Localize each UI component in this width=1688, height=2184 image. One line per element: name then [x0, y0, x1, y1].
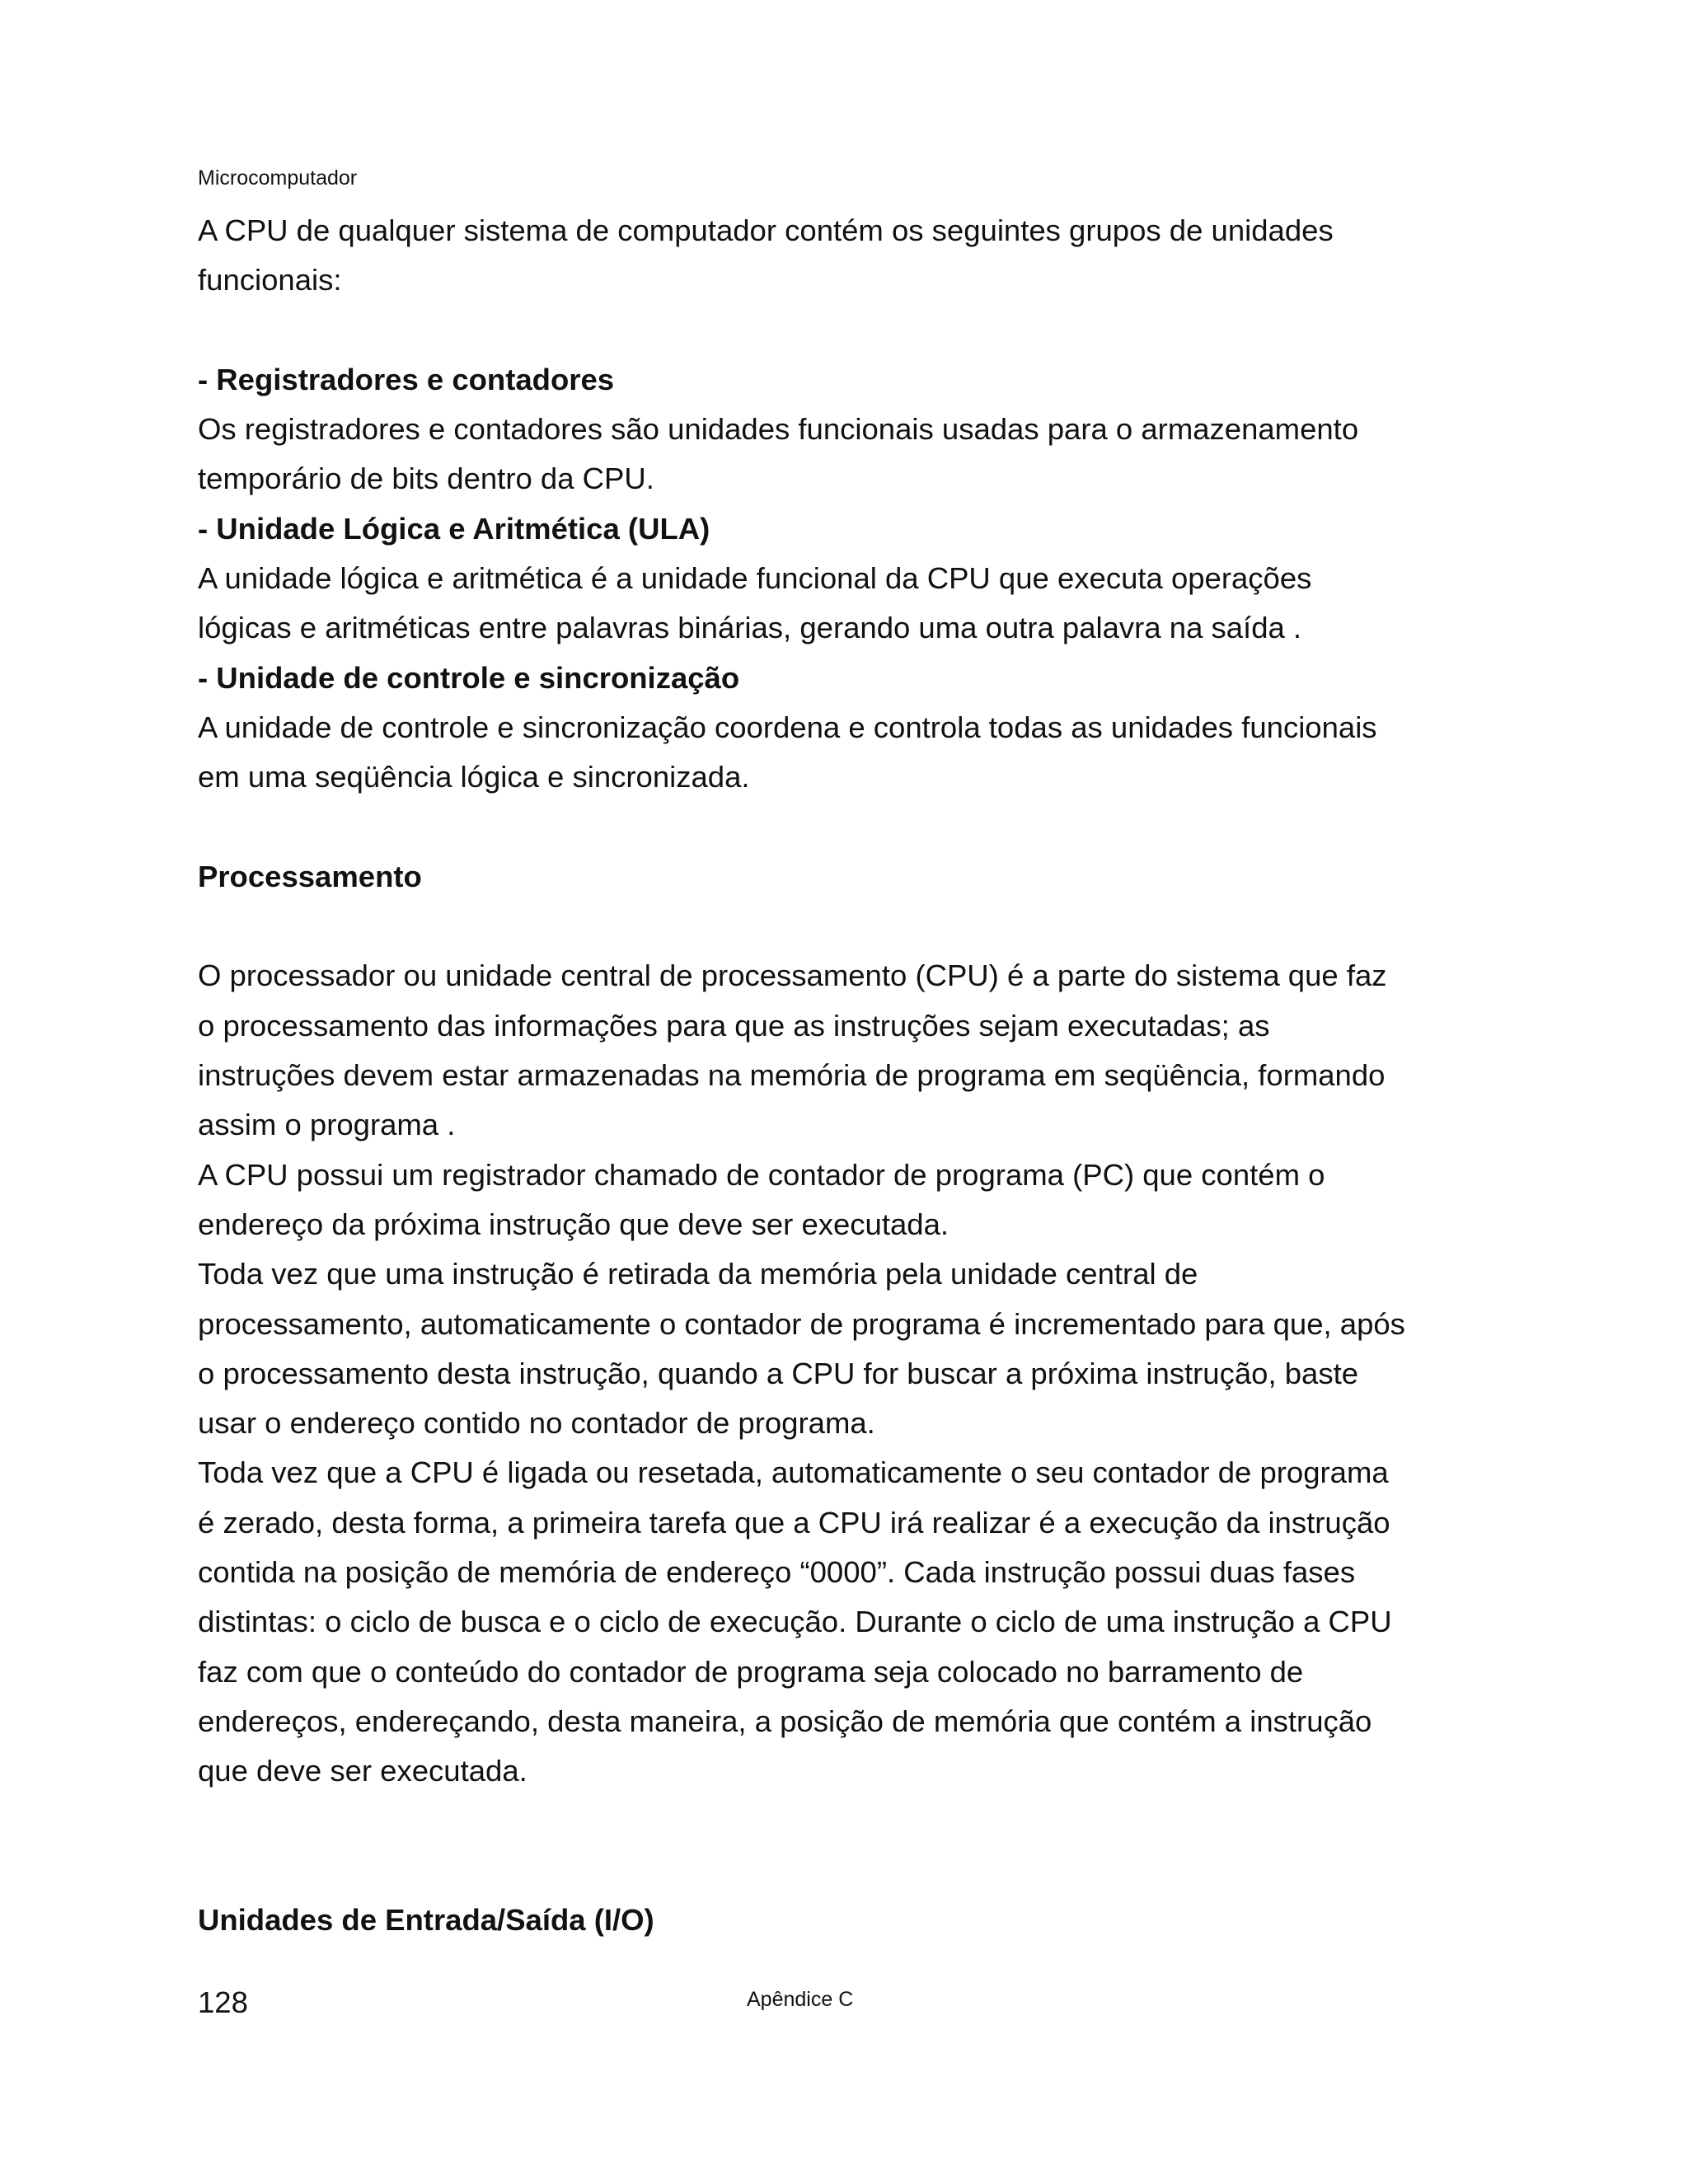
footer-section-label: Apêndice C: [747, 1988, 854, 2011]
processing-text-line: usar o endereço contido no contador de programa.: [198, 1406, 875, 1441]
intro-line: funcionais:: [198, 263, 342, 298]
processing-text-line: endereço da próxima instrução que deve ser executada.: [198, 1207, 950, 1241]
processing-text-line: processamento, automaticamente o contador de programa é incrementado para que, após: [198, 1306, 1405, 1341]
processing-text-line: O processador ou unidade central de processamento (CPU) é a parte do sistema que faz: [198, 958, 1387, 993]
processing-text-line: Toda vez que uma instrução é retirada da memória pela unidade central de: [198, 1257, 1198, 1291]
processing-text-line: distintas: o ciclo de busca e o ciclo de execução. Durante o ciclo de uma instrução a CPU: [198, 1605, 1392, 1639]
processing-text-line: o processamento desta instrução, quando a CPU for buscar a próxima instrução, baste: [198, 1356, 1359, 1390]
processing-text-line: contida na posição de memória de endereço “0000”. Cada instrução possui duas fases: [198, 1555, 1356, 1590]
paragraph-gap: [198, 803, 1451, 852]
processing-text-line: Toda vez que a CPU é ligada ou resetada, automaticamente o seu contador de programa: [198, 1455, 1389, 1490]
paragraph-gap: [198, 902, 1451, 951]
page-content: [198, 206, 1451, 1945]
alu-text-line: lógicas e aritméticas entre palavras binárias, gerando uma outra palavra na saída .: [198, 611, 1302, 645]
registers-text-line: temporário de bits dentro da CPU.: [198, 462, 654, 496]
intro-line: A CPU de qualquer sistema de computador contém os seguintes grupos de unidades: [198, 213, 1334, 247]
registers-heading: - Registradores e contadores: [198, 362, 615, 396]
control-text-line: A unidade de controle e sincronização coordena e controla todas as unidades funcionais: [198, 710, 1377, 744]
control-text-line: em uma seqüência lógica e sincronizada.: [198, 760, 750, 794]
paragraph-gap: [198, 1797, 1451, 1896]
registers-text-line: Os registradores e contadores são unidades funcionais usadas para o armazenamento: [198, 412, 1359, 447]
processing-text-line: A CPU possui um registrador chamado de contador de programa (PC) que contém o: [198, 1157, 1325, 1192]
processing-text-line: que deve ser executada.: [198, 1754, 528, 1788]
running-header: Microcomputador: [198, 166, 358, 190]
processing-text-line: é zerado, desta forma, a primeira tarefa que a CPU irá realizar é a execução da instrução: [198, 1505, 1390, 1540]
processing-text-line: assim o programa .: [198, 1108, 456, 1142]
paragraph-gap: [198, 306, 1451, 355]
processing-text-line: instruções devem estar armazenadas na memória de programa em seqüência, formando: [198, 1058, 1386, 1093]
processing-text-line: endereços, endereçando, desta maneira, a posição de memória que contém a instrução: [198, 1704, 1372, 1738]
alu-text-line: A unidade lógica e aritmética é a unidade funcional da CPU que executa operações: [198, 561, 1312, 596]
processing-heading: Processamento: [198, 859, 422, 893]
processing-text-line: o processamento das informações para que as instruções sejam executadas; as: [198, 1008, 1270, 1043]
alu-heading: - Unidade Lógica e Aritmética (ULA): [198, 511, 710, 546]
control-heading: - Unidade de controle e sincronização: [198, 660, 740, 695]
io-heading: Unidades de Entrada/Saída (I/O): [198, 1903, 654, 1938]
processing-text-line: faz com que o conteúdo do contador de programa seja colocado no barramento de: [198, 1654, 1304, 1689]
page-number: 128: [198, 1985, 248, 2019]
